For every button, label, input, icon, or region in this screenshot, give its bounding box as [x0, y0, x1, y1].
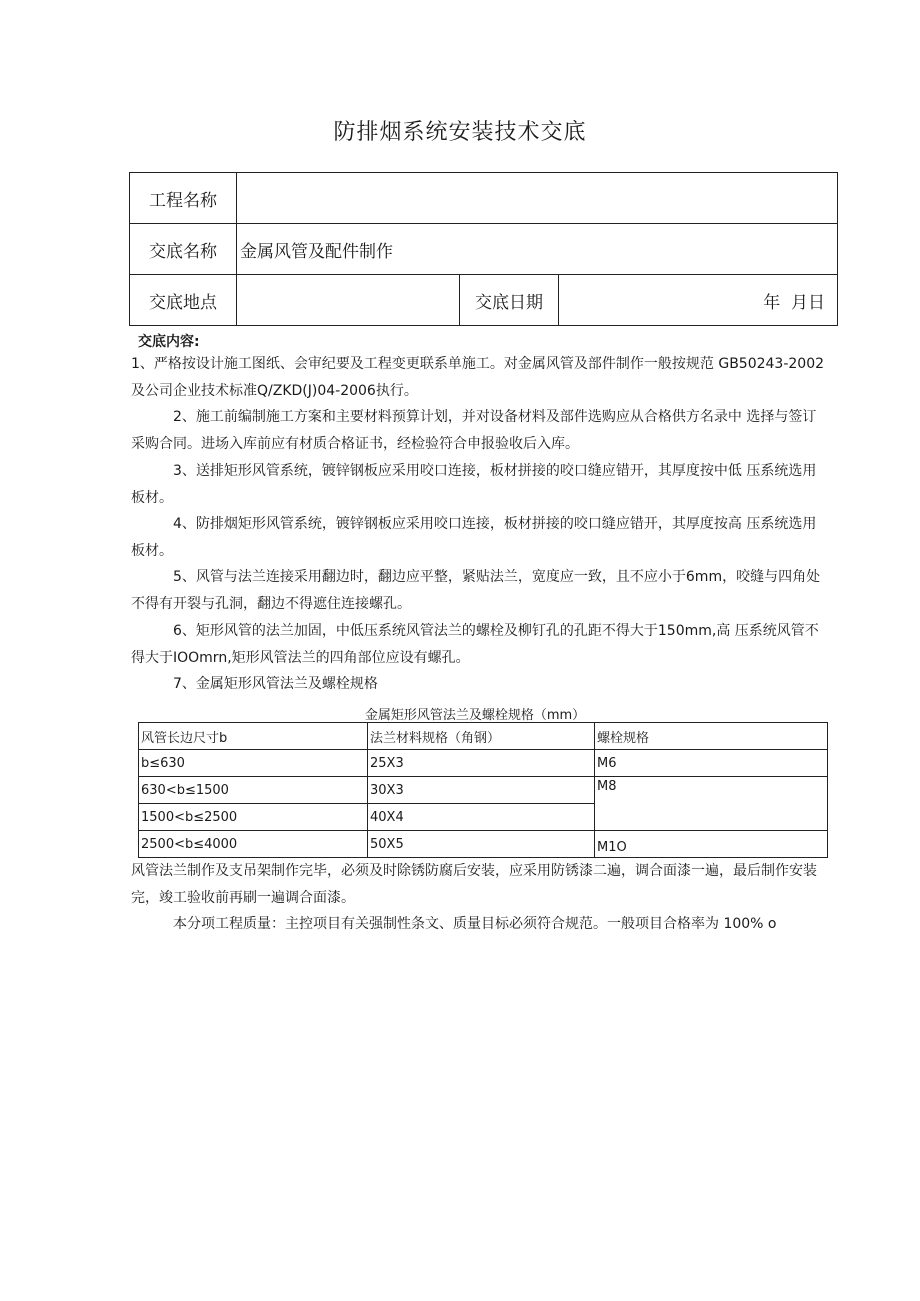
location-date-row — [130, 275, 838, 326]
spec-size-cell: 2500<b≤4000 — [139, 831, 368, 858]
spec-table-header-row — [139, 723, 828, 750]
spec-header-bolt: 螺栓规格 — [595, 723, 828, 750]
spec-bolt-cell: M8 — [595, 777, 828, 831]
paragraph-2: 2、施工前编制施工方案和主要材料预算计划，并对设备材料及部件选购应从合格供方名录中 选择与签订采购合同。进场入库前应有材质合格证书，经检验符合申报验收后入库。 — [131, 409, 817, 452]
date-value: 年 月日 — [559, 275, 838, 326]
brief-name-row — [130, 224, 838, 275]
spec-bolt-cell: M1O — [595, 831, 828, 858]
header-table — [129, 172, 838, 326]
document-title: 防排烟系统安装技术交底 — [333, 120, 587, 145]
spec-flange-cell: 25X3 — [368, 750, 595, 777]
spec-flange-cell: 50X5 — [368, 831, 595, 858]
spec-table — [138, 722, 828, 858]
project-name-label: 工程名称 — [130, 173, 237, 224]
brief-name-label: 交底名称 — [130, 224, 237, 275]
spec-header-flange: 法兰材料规格（角钢） — [368, 723, 595, 750]
paragraph-1: 1、严格按设计施工图纸、会审纪要及工程变更联系单施工。对金属风管及部件制作一般按规范 GB50243-2002及公司企业技术标准Q/ZKD(J)04-2006执行。 — [131, 356, 825, 399]
project-name-row — [130, 173, 838, 224]
spec-flange-cell: 40X4 — [368, 804, 595, 831]
content-label: 交底内容: — [138, 334, 200, 350]
location-value — [237, 275, 460, 326]
table-row — [139, 831, 828, 858]
date-label: 交底日期 — [460, 275, 559, 326]
paragraph-6: 6、矩形风管的法兰加固，中低压系统风管法兰的螺栓及柳钉孔的孔距不得大于150mm,高 压系统风管不得大于IOOmrn,矩形风管法兰的四角部位应设有螺孔。 — [131, 623, 819, 666]
spec-flange-cell: 30X3 — [368, 777, 595, 804]
paragraph-4: 4、防排烟矩形风管系统，镀锌钢板应采用咬口连接，板材拼接的咬口缝应错开，其厚度按高 压系统选用板材。 — [131, 516, 817, 559]
spec-bolt-cell: M6 — [595, 750, 828, 777]
paragraph-3: 3、送排矩形风管系统，镀锌钢板应采用咬口连接，板材拼接的咬口缝应错开，其厚度按中低 压系统选用板材。 — [131, 463, 817, 506]
spec-size-cell: 1500<b≤2500 — [139, 804, 368, 831]
footer-paragraph-2: 本分项工程质量：主控项目有关强制性条文、质量目标必须符合规范。一般项目合格率为 100% o — [173, 916, 777, 932]
table-row — [139, 750, 828, 777]
footer-paragraph-1: 风管法兰制作及支吊架制作完毕，必须及时除锈防腐后安装，应采用防锈漆二遍，调合面漆一遍，最后制作安装完，竣工验收前再刷一遍调合面漆。 — [131, 863, 817, 906]
brief-name-value: 金属风管及配件制作 — [237, 224, 838, 275]
spec-size-cell: 630<b≤1500 — [139, 777, 368, 804]
spec-size-cell: b≤630 — [139, 750, 368, 777]
location-label: 交底地点 — [130, 275, 237, 326]
paragraph-5: 5、风管与法兰连接采用翻边时，翻边应平整，紧贴法兰，宽度应一致，且不应小于6mm，咬缝与四角处不得有开裂与孔洞，翻边不得遮住连接螺孔。 — [131, 569, 821, 612]
paragraph-7: 7、金属矩形风管法兰及螺栓规格 — [173, 676, 378, 692]
table-row — [139, 777, 828, 804]
spec-table-caption: 金属矩形风管法兰及螺栓规格（mm） — [364, 708, 586, 723]
spec-header-size: 风管长边尺寸b — [139, 723, 368, 750]
project-name-value — [237, 173, 838, 224]
